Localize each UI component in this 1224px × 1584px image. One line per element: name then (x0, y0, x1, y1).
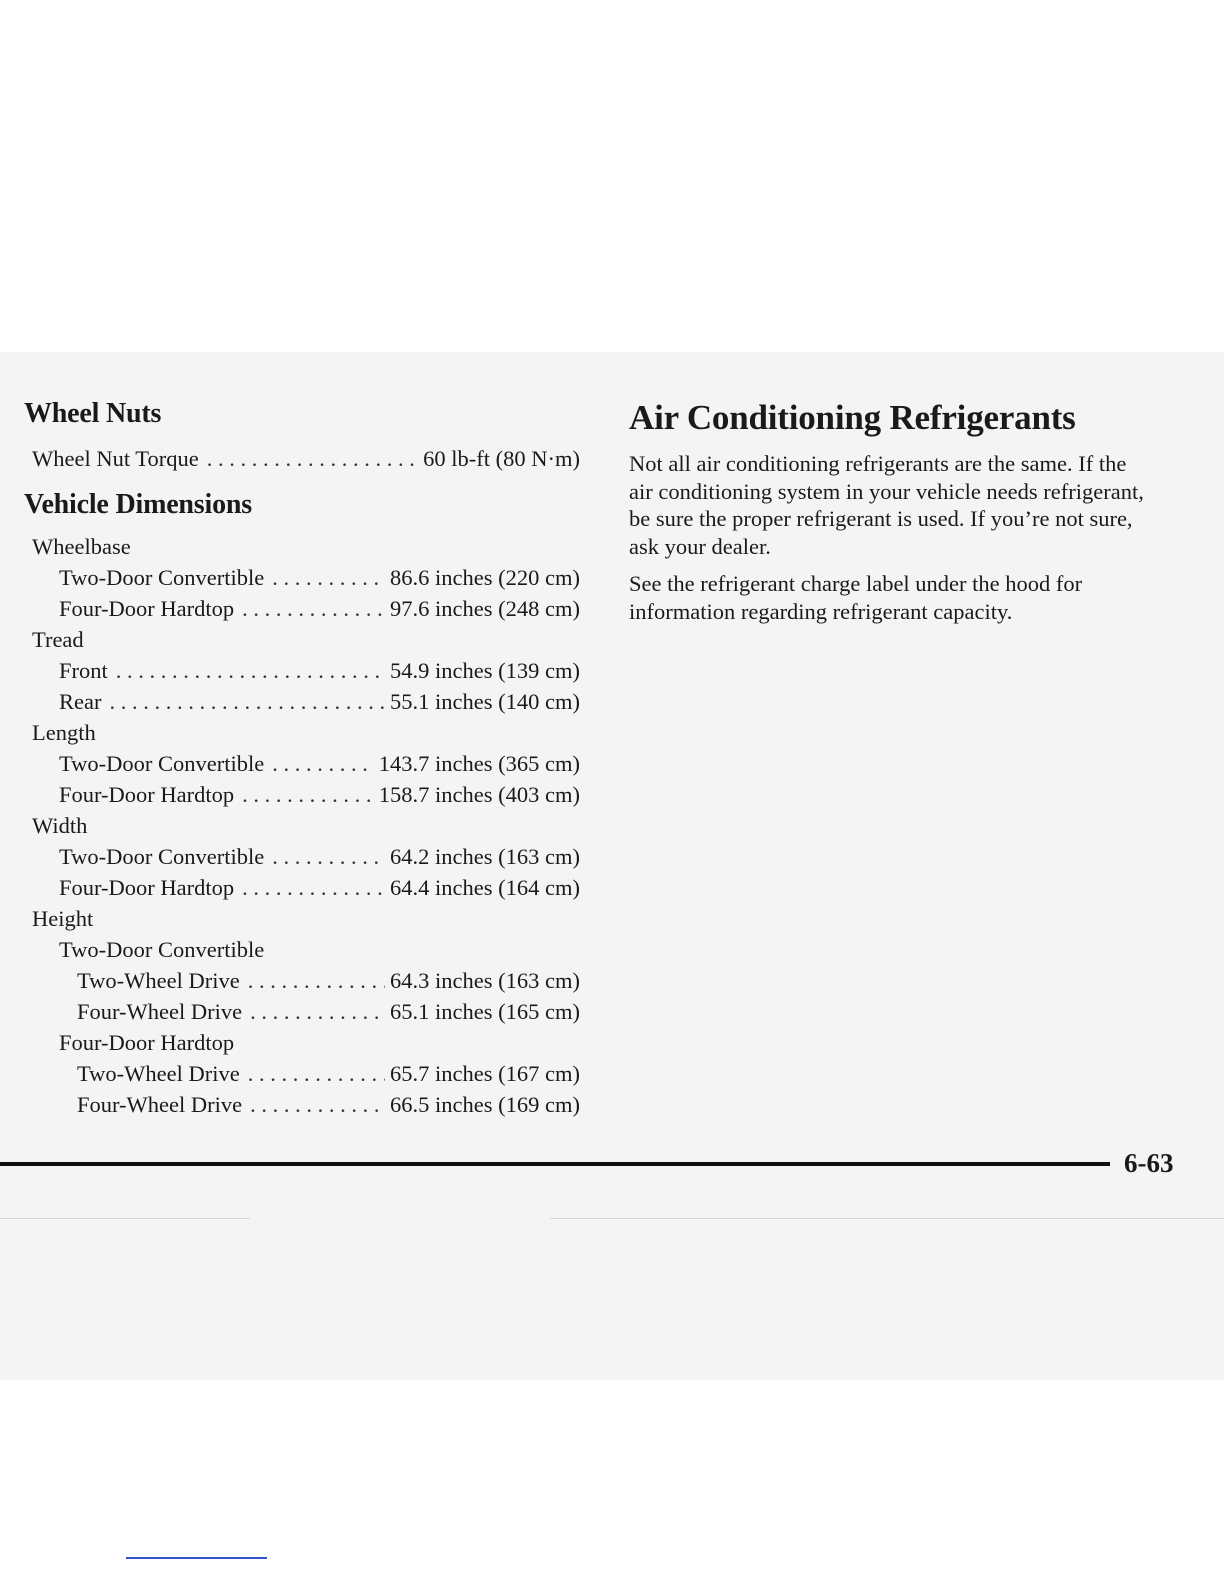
dot-leader (248, 1058, 385, 1089)
spec-label: Wheel Nut Torque (32, 446, 199, 471)
spec-row (32, 655, 580, 686)
category-label: Wheelbase (32, 534, 131, 559)
dot-leader (242, 872, 385, 903)
spec-row (32, 779, 580, 810)
wheel-nuts-heading: Wheel Nuts (24, 398, 162, 429)
dimensions-table (24, 531, 580, 1120)
spec-label: Four-Door Hardtop (59, 596, 235, 621)
dot-leader (242, 779, 374, 810)
spec-value: 86.6 inches (220 cm) (390, 565, 580, 590)
spec-row (32, 841, 580, 872)
ac-refrigerants-heading: Air Conditioning Refrigerants (629, 398, 1076, 437)
dot-leader (109, 686, 385, 717)
spec-label: Two-Door Convertible (59, 565, 265, 590)
wheel-nut-torque-row (24, 443, 580, 474)
dot-leader (272, 841, 385, 872)
spec-label: Two-Wheel Drive (77, 968, 240, 993)
spec-label: Four-Wheel Drive (77, 1092, 243, 1117)
dot-leader (250, 1089, 385, 1120)
category-label: Tread (32, 627, 84, 652)
spec-row (32, 748, 580, 779)
spec-value: 65.7 inches (167 cm) (390, 1061, 580, 1086)
spec-row (32, 686, 580, 717)
dot-leader (272, 748, 374, 779)
subcategory-label: Four-Door Hardtop (59, 1030, 235, 1055)
spec-row (32, 593, 580, 624)
spec-value: 64.2 inches (163 cm) (390, 844, 580, 869)
vehicle-dimensions-heading: Vehicle Dimensions (24, 489, 252, 520)
spec-label: Two-Door Convertible (59, 844, 265, 869)
spec-label: Front (59, 658, 108, 683)
dot-leader (242, 593, 385, 624)
spec-value: 60 lb-ft (80 N·m) (423, 446, 580, 471)
dot-leader (207, 443, 418, 474)
spec-row (32, 965, 580, 996)
spec-value: 65.1 inches (165 cm) (390, 999, 580, 1024)
spec-label: Four-Door Hardtop (59, 875, 235, 900)
spec-value: 64.4 inches (164 cm) (390, 875, 580, 900)
spec-row (32, 872, 580, 903)
dot-leader (116, 655, 385, 686)
spec-value: 66.5 inches (169 cm) (390, 1092, 580, 1117)
spec-label: Two-Door Convertible (59, 751, 265, 776)
footer-rule (0, 1162, 1110, 1166)
spec-row (32, 996, 580, 1027)
spec-value: 64.3 inches (163 cm) (390, 968, 580, 993)
category-label: Width (32, 813, 88, 838)
spec-value: 97.6 inches (248 cm) (390, 596, 580, 621)
ac-paragraph-1: Not all air conditioning refrigerants are the same. If the air conditioning system in your vehicle needs refrigerant, be sure the proper refrigerant is used. If you’re not sure, ask your dealer. (629, 451, 1144, 559)
spec-value: 143.7 inches (365 cm) (378, 751, 580, 776)
spec-row (32, 562, 580, 593)
spec-row (32, 1058, 580, 1089)
spec-label: Four-Wheel Drive (77, 999, 243, 1024)
spec-value: 54.9 inches (139 cm) (390, 658, 580, 683)
page-edge-mark (126, 1557, 267, 1559)
category-label: Height (32, 906, 94, 931)
dot-leader (250, 996, 385, 1027)
dot-leader (272, 562, 385, 593)
subcategory-label: Two-Door Convertible (59, 937, 265, 962)
spec-value: 55.1 inches (140 cm) (390, 689, 580, 714)
spec-row (32, 1089, 580, 1120)
page-number: 6-63 (1124, 1148, 1174, 1178)
scan-artifact-line (0, 1218, 250, 1219)
spec-value: 158.7 inches (403 cm) (378, 782, 580, 807)
scan-artifact-line (550, 1218, 1224, 1219)
ac-paragraph-2: See the refrigerant charge label under the hood for information regarding refrigerant capacity. (629, 571, 1083, 624)
left-column (24, 398, 580, 1120)
right-column (629, 398, 1149, 625)
dot-leader (248, 965, 385, 996)
spec-label: Two-Wheel Drive (77, 1061, 240, 1086)
spec-label: Rear (59, 689, 102, 714)
category-label: Length (32, 720, 96, 745)
spec-label: Four-Door Hardtop (59, 782, 235, 807)
